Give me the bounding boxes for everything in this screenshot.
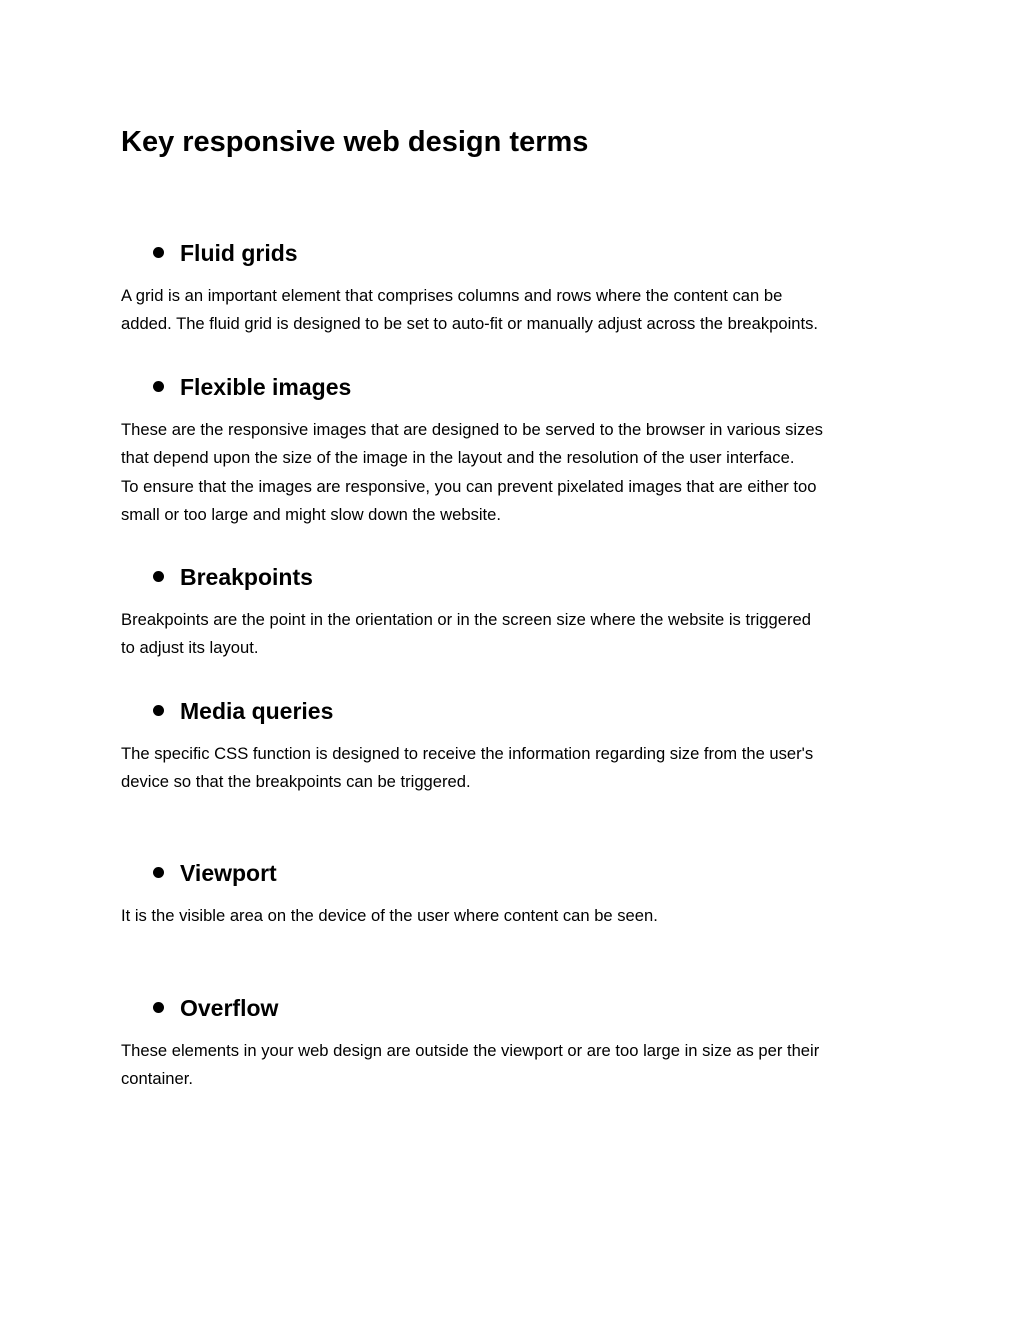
section-body-fluid-grids [121, 282, 911, 339]
bullet-icon [153, 571, 164, 582]
body-line: Breakpoints are the point in the orientation or in the screen size where the website is triggered [121, 610, 811, 629]
section-body-viewport [121, 902, 911, 930]
section-body-breakpoints [121, 606, 911, 663]
section-heading-label: Media queries [180, 698, 334, 724]
section-heading-viewport [153, 858, 277, 888]
body-line: added. The fluid grid is designed to be set to auto-fit or manually adjust across the breakpoints. [121, 314, 819, 334]
body-line: These elements in your web design are outside the viewport or are too large in size as per their [121, 1041, 820, 1060]
bullet-icon [153, 1002, 164, 1013]
body-line: To ensure that the images are responsive, you can prevent pixelated images that are either too [121, 476, 817, 496]
section-body-overflow [121, 1037, 911, 1094]
bullet-icon [153, 867, 164, 878]
section-heading-overflow [153, 993, 278, 1023]
body-line: A grid is an important element that comprises columns and rows where the content can be [121, 286, 783, 305]
section-body-media-queries [121, 740, 911, 797]
section-heading-label: Breakpoints [180, 564, 313, 590]
bullet-icon [153, 247, 164, 258]
page-title: Key responsive web design terms [121, 126, 589, 158]
body-line: It is the visible area on the device of the user where content can be seen. [121, 906, 658, 925]
bullet-icon [153, 381, 164, 392]
body-line: The specific CSS function is designed to receive the information regarding size from the user's [121, 744, 814, 763]
section-heading-flexible-images [153, 372, 351, 402]
body-line: These are the responsive images that are designed to be served to the browser in various sizes [121, 420, 823, 439]
section-heading-label: Flexible images [180, 374, 352, 400]
section-body-flexible-images [121, 416, 911, 529]
section-heading-fluid-grids [153, 238, 298, 268]
section-heading-label: Overflow [180, 995, 279, 1021]
body-line: to adjust its layout. [121, 638, 259, 658]
body-line: that depend upon the size of the image in the layout and the resolution of the user interface. [121, 448, 795, 468]
body-line: device so that the breakpoints can be triggered. [121, 772, 471, 792]
bullet-icon [153, 705, 164, 716]
section-heading-media-queries [153, 696, 333, 726]
section-heading-label: Fluid grids [180, 240, 298, 266]
body-line: small or too large and might slow down the website. [121, 504, 502, 524]
section-heading-breakpoints [153, 562, 313, 592]
body-line: container. [121, 1069, 193, 1089]
section-heading-label: Viewport [180, 860, 277, 886]
